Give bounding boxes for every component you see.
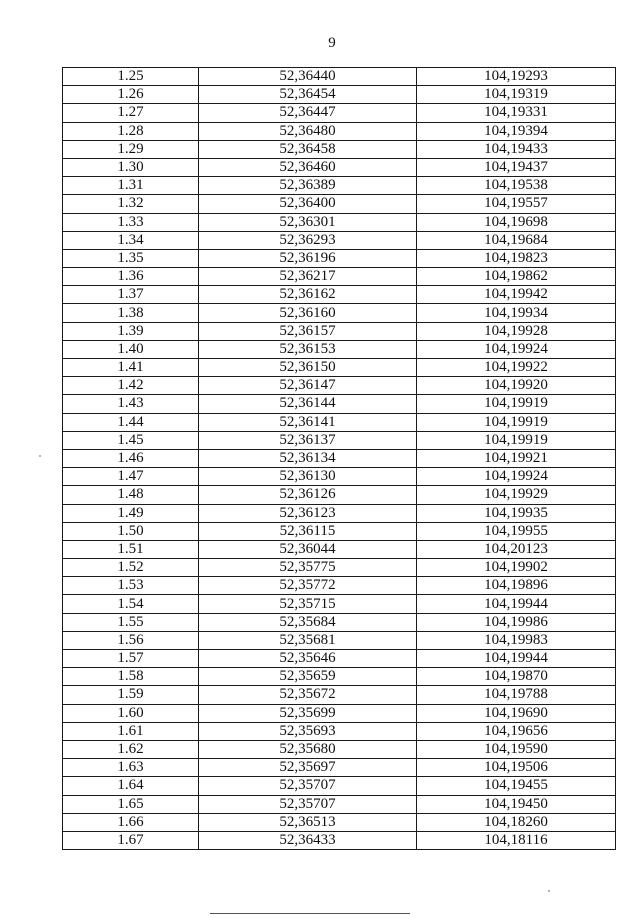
table-row [63,613,616,631]
point-number-cell: 1.48 [63,486,199,504]
x-coordinate-cell: 52,36433 [199,831,417,849]
y-coordinate-cell: 104,19538 [417,177,616,195]
point-number-cell: 1.27 [63,104,199,122]
y-coordinate-cell: 104,19788 [417,686,616,704]
y-coordinate-cell: 104,19921 [417,449,616,467]
y-coordinate-cell: 104,19293 [417,68,616,86]
point-number-cell: 1.52 [63,559,199,577]
table-row [63,340,616,358]
table-row [63,377,616,395]
bottom-rule [210,913,410,914]
table-row [63,504,616,522]
point-number-cell: 1.44 [63,413,199,431]
x-coordinate-cell: 52,36141 [199,413,417,431]
table-row [63,468,616,486]
table-row [63,704,616,722]
table-row [63,759,616,777]
point-number-cell: 1.30 [63,158,199,176]
x-coordinate-cell: 52,36160 [199,304,417,322]
y-coordinate-cell: 104,19986 [417,613,616,631]
table-row [63,631,616,649]
y-coordinate-cell: 104,19919 [417,413,616,431]
y-coordinate-cell: 104,19690 [417,704,616,722]
y-coordinate-cell: 104,19506 [417,759,616,777]
point-number-cell: 1.32 [63,195,199,213]
x-coordinate-cell: 52,35699 [199,704,417,722]
y-coordinate-cell: 104,20123 [417,540,616,558]
x-coordinate-cell: 52,35646 [199,650,417,668]
y-coordinate-cell: 104,19935 [417,504,616,522]
table-row [63,213,616,231]
table-row [63,177,616,195]
x-coordinate-cell: 52,36150 [199,359,417,377]
x-coordinate-cell: 52,36400 [199,195,417,213]
y-coordinate-cell: 104,18260 [417,813,616,831]
table-row [63,322,616,340]
table-row [63,722,616,740]
x-coordinate-cell: 52,35775 [199,559,417,577]
table-row [63,104,616,122]
table-row [63,413,616,431]
point-number-cell: 1.62 [63,740,199,758]
table-row [63,231,616,249]
point-number-cell: 1.66 [63,813,199,831]
table-row [63,650,616,668]
x-coordinate-cell: 52,35659 [199,668,417,686]
x-coordinate-cell: 52,36162 [199,286,417,304]
point-number-cell: 1.58 [63,668,199,686]
y-coordinate-cell: 104,19924 [417,340,616,358]
x-coordinate-cell: 52,36130 [199,468,417,486]
table-row [63,68,616,86]
y-coordinate-cell: 104,19928 [417,322,616,340]
coordinates-table [62,67,616,850]
y-coordinate-cell: 104,19319 [417,86,616,104]
table-row [63,540,616,558]
y-coordinate-cell: 104,19955 [417,522,616,540]
table-row [63,831,616,849]
point-number-cell: 1.39 [63,322,199,340]
point-number-cell: 1.54 [63,595,199,613]
x-coordinate-cell: 52,35680 [199,740,417,758]
table-row [63,522,616,540]
point-number-cell: 1.50 [63,522,199,540]
x-coordinate-cell: 52,36480 [199,122,417,140]
x-coordinate-cell: 52,36454 [199,86,417,104]
point-number-cell: 1.55 [63,613,199,631]
x-coordinate-cell: 52,36157 [199,322,417,340]
x-coordinate-cell: 52,36513 [199,813,417,831]
x-coordinate-cell: 52,36440 [199,68,417,86]
x-coordinate-cell: 52,36153 [199,340,417,358]
y-coordinate-cell: 104,19437 [417,158,616,176]
table-row [63,795,616,813]
table-row [63,122,616,140]
y-coordinate-cell: 104,19684 [417,231,616,249]
point-number-cell: 1.47 [63,468,199,486]
x-coordinate-cell: 52,36044 [199,540,417,558]
point-number-cell: 1.25 [63,68,199,86]
x-coordinate-cell: 52,36134 [199,449,417,467]
y-coordinate-cell: 104,19557 [417,195,616,213]
x-coordinate-cell: 52,36458 [199,140,417,158]
y-coordinate-cell: 104,19919 [417,431,616,449]
table-row [63,140,616,158]
y-coordinate-cell: 104,18116 [417,831,616,849]
table-row [63,395,616,413]
table-row [63,577,616,595]
y-coordinate-cell: 104,19433 [417,140,616,158]
coordinates-table-body [63,68,616,850]
scan-artifact [548,890,550,892]
point-number-cell: 1.29 [63,140,199,158]
point-number-cell: 1.42 [63,377,199,395]
x-coordinate-cell: 52,36115 [199,522,417,540]
table-row [63,195,616,213]
x-coordinate-cell: 52,36144 [199,395,417,413]
point-number-cell: 1.35 [63,249,199,267]
point-number-cell: 1.59 [63,686,199,704]
point-number-cell: 1.26 [63,86,199,104]
y-coordinate-cell: 104,19656 [417,722,616,740]
table-row [63,740,616,758]
point-number-cell: 1.63 [63,759,199,777]
point-number-cell: 1.40 [63,340,199,358]
point-number-cell: 1.33 [63,213,199,231]
table-row [63,777,616,795]
y-coordinate-cell: 104,19590 [417,740,616,758]
table-row [63,359,616,377]
point-number-cell: 1.31 [63,177,199,195]
x-coordinate-cell: 52,36460 [199,158,417,176]
page-number: 9 [328,35,336,51]
scan-artifact [39,455,41,457]
point-number-cell: 1.34 [63,231,199,249]
y-coordinate-cell: 104,19942 [417,286,616,304]
table-row [63,486,616,504]
x-coordinate-cell: 52,36196 [199,249,417,267]
point-number-cell: 1.38 [63,304,199,322]
y-coordinate-cell: 104,19920 [417,377,616,395]
table-row [63,813,616,831]
y-coordinate-cell: 104,19870 [417,668,616,686]
table-row [63,595,616,613]
point-number-cell: 1.65 [63,795,199,813]
table-row [63,304,616,322]
x-coordinate-cell: 52,36217 [199,268,417,286]
x-coordinate-cell: 52,35684 [199,613,417,631]
x-coordinate-cell: 52,35707 [199,777,417,795]
y-coordinate-cell: 104,19896 [417,577,616,595]
table-row [63,668,616,686]
table-row [63,431,616,449]
point-number-cell: 1.51 [63,540,199,558]
table-row [63,249,616,267]
x-coordinate-cell: 52,35772 [199,577,417,595]
x-coordinate-cell: 52,35707 [199,795,417,813]
x-coordinate-cell: 52,35715 [199,595,417,613]
point-number-cell: 1.43 [63,395,199,413]
y-coordinate-cell: 104,19924 [417,468,616,486]
point-number-cell: 1.49 [63,504,199,522]
point-number-cell: 1.61 [63,722,199,740]
point-number-cell: 1.36 [63,268,199,286]
y-coordinate-cell: 104,19902 [417,559,616,577]
x-coordinate-cell: 52,36447 [199,104,417,122]
y-coordinate-cell: 104,19394 [417,122,616,140]
table-row [63,86,616,104]
point-number-cell: 1.64 [63,777,199,795]
point-number-cell: 1.67 [63,831,199,849]
y-coordinate-cell: 104,19944 [417,650,616,668]
x-coordinate-cell: 52,35672 [199,686,417,704]
table-row [63,158,616,176]
point-number-cell: 1.37 [63,286,199,304]
y-coordinate-cell: 104,19823 [417,249,616,267]
y-coordinate-cell: 104,19698 [417,213,616,231]
x-coordinate-cell: 52,36126 [199,486,417,504]
table-row [63,559,616,577]
y-coordinate-cell: 104,19455 [417,777,616,795]
point-number-cell: 1.60 [63,704,199,722]
x-coordinate-cell: 52,35681 [199,631,417,649]
y-coordinate-cell: 104,19983 [417,631,616,649]
table-row [63,286,616,304]
point-number-cell: 1.41 [63,359,199,377]
y-coordinate-cell: 104,19922 [417,359,616,377]
y-coordinate-cell: 104,19944 [417,595,616,613]
point-number-cell: 1.45 [63,431,199,449]
y-coordinate-cell: 104,19331 [417,104,616,122]
x-coordinate-cell: 52,36301 [199,213,417,231]
y-coordinate-cell: 104,19450 [417,795,616,813]
point-number-cell: 1.28 [63,122,199,140]
x-coordinate-cell: 52,36389 [199,177,417,195]
point-number-cell: 1.53 [63,577,199,595]
x-coordinate-cell: 52,36147 [199,377,417,395]
point-number-cell: 1.57 [63,650,199,668]
y-coordinate-cell: 104,19862 [417,268,616,286]
point-number-cell: 1.46 [63,449,199,467]
x-coordinate-cell: 52,36137 [199,431,417,449]
x-coordinate-cell: 52,36123 [199,504,417,522]
table-row [63,268,616,286]
x-coordinate-cell: 52,36293 [199,231,417,249]
point-number-cell: 1.56 [63,631,199,649]
table-row [63,449,616,467]
table-row [63,686,616,704]
x-coordinate-cell: 52,35693 [199,722,417,740]
x-coordinate-cell: 52,35697 [199,759,417,777]
y-coordinate-cell: 104,19934 [417,304,616,322]
y-coordinate-cell: 104,19929 [417,486,616,504]
y-coordinate-cell: 104,19919 [417,395,616,413]
